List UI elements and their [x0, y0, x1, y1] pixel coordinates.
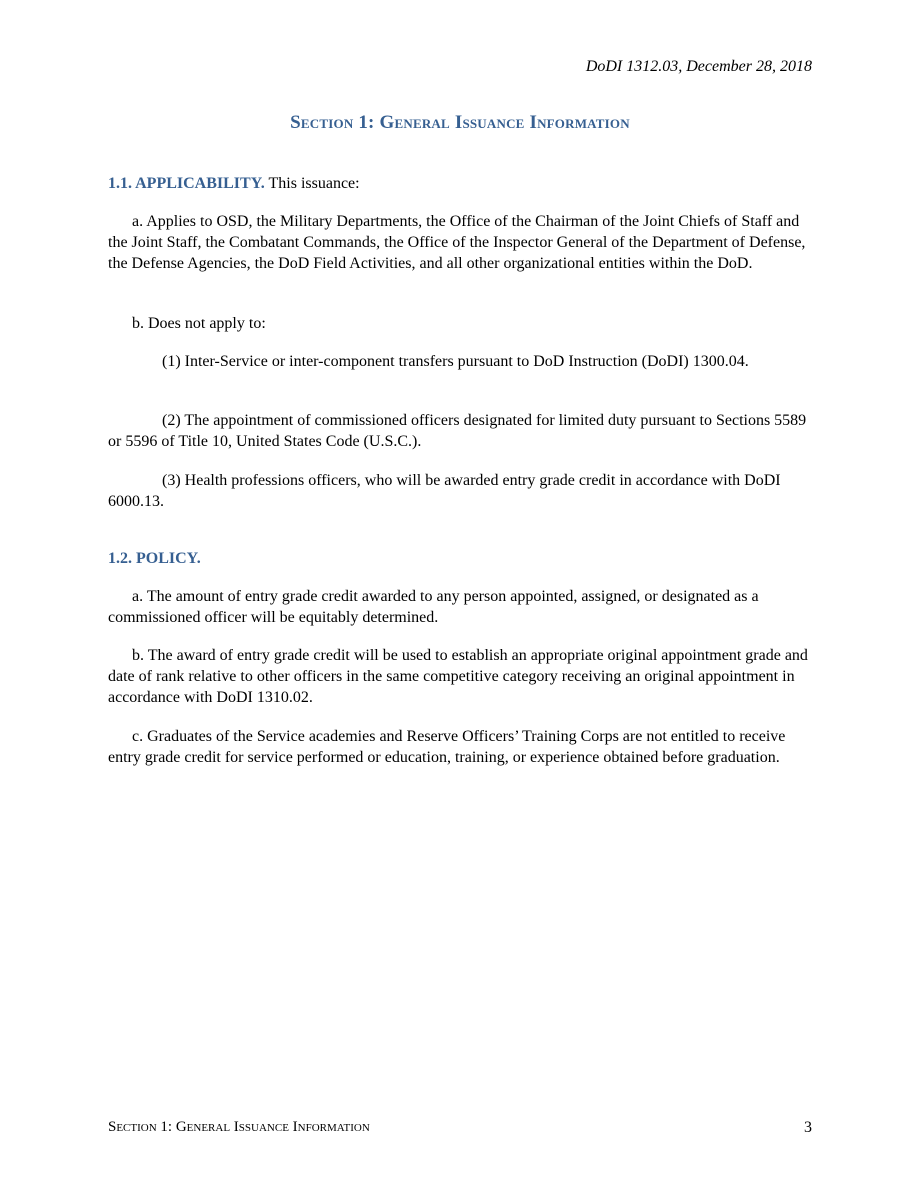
policy-item-a — [108, 586, 812, 628]
applicability-heading-line — [108, 173, 812, 194]
applicability-item-b3 — [108, 470, 812, 512]
applicability-intro: This issuance: — [264, 175, 360, 192]
applicability-item-b1-text: (1) Inter-Service or inter-component transfers pursuant to DoD Instruction (DoDI) 1300.04. — [162, 353, 749, 370]
policy-item-c-text: c. Graduates of the Service academies and Reserve Officers’ Training Corps are not entitled to receive entry grade credit for service performed or education, training, or experience obtained before graduation. — [108, 728, 786, 766]
footer-section-label: Section 1: General Issuance Information — [108, 1119, 370, 1135]
page-header-doc-ref: DoDI 1312.03, December 28, 2018 — [585, 58, 812, 75]
applicability-item-b2 — [108, 410, 812, 452]
section-title: Section 1: General Issuance Information — [290, 112, 630, 133]
applicability-heading: 1.1. APPLICABILITY. — [108, 175, 265, 192]
applicability-item-a-text: a. Applies to OSD, the Military Departments, the Office of the Chairman of the Joint Chiefs of Staff and the Joint Staff, the Combatant Commands, the Office of the Inspector General of the Department of Defense, the Defense Agencies, the DoD Field Activities, and all other organizational entities within the DoD. — [108, 213, 806, 272]
applicability-item-b3-text: (3) Health professions officers, who will be awarded entry grade credit in accordance with DoDI 6000.13. — [108, 472, 781, 510]
applicability-item-b1 — [108, 351, 812, 372]
policy-heading-line — [108, 548, 812, 569]
policy-heading: 1.2. POLICY. — [108, 550, 201, 567]
applicability-item-b — [108, 313, 812, 334]
applicability-item-b-text: b. Does not apply to: — [132, 315, 266, 332]
footer-page-number: 3 — [804, 1119, 812, 1136]
applicability-item-a — [108, 211, 812, 274]
policy-item-a-text: a. The amount of entry grade credit awarded to any person appointed, assigned, or designated as a commissioned officer will be equitably determined. — [108, 588, 759, 626]
policy-item-b — [108, 645, 812, 708]
policy-item-b-text: b. The award of entry grade credit will be used to establish an appropriate original appointment grade and date of rank relative to other officers in the same competitive category receiving an original appointment in accordance with DoDI 1310.02. — [108, 647, 808, 706]
applicability-item-b2-text: (2) The appointment of commissioned officers designated for limited duty pursuant to Sections 5589 or 5596 of Title 10, United States Code (U.S.C.). — [108, 412, 807, 450]
policy-item-c — [108, 726, 812, 768]
